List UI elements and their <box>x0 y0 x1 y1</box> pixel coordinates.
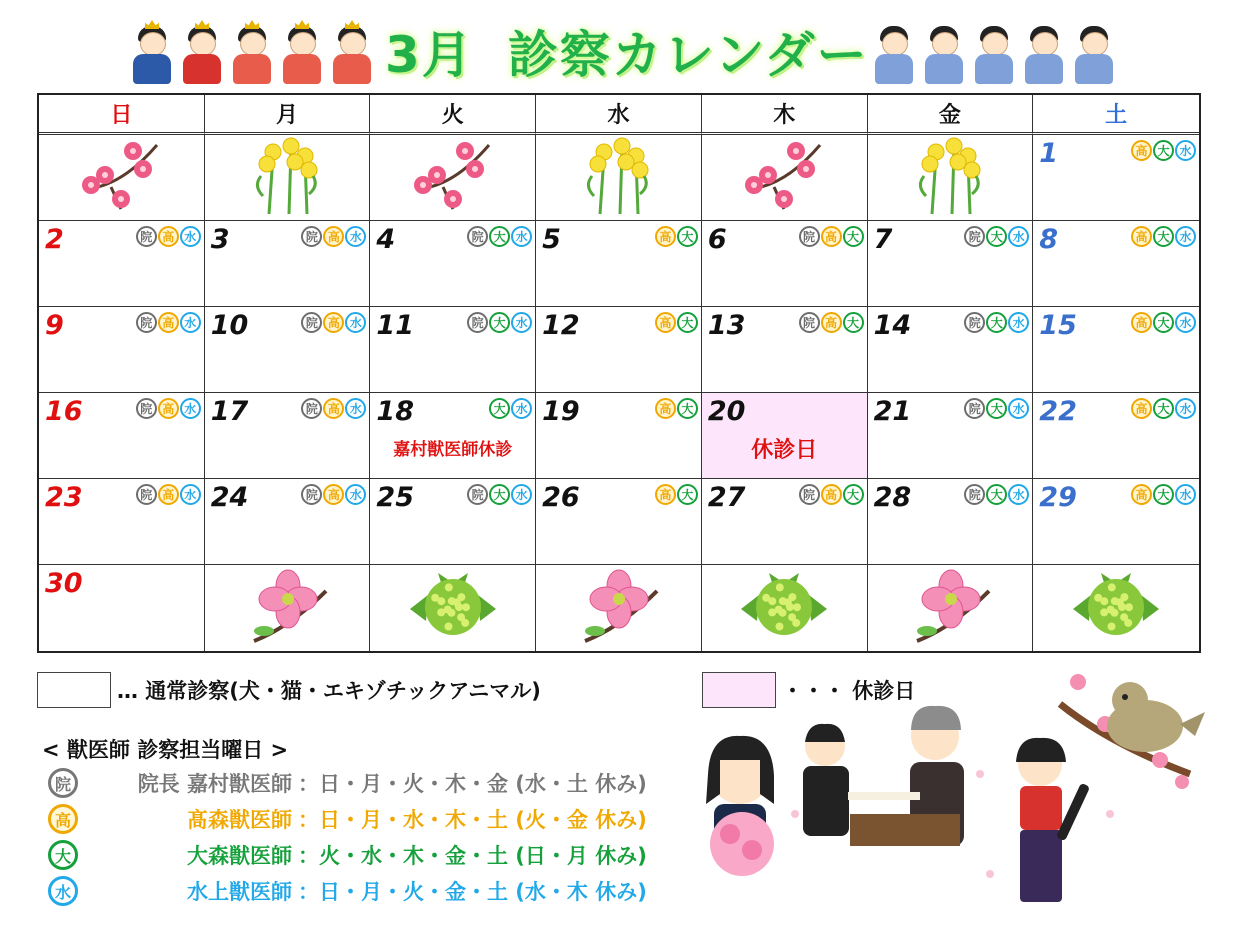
vet-mark-mi-icon: 水 <box>1175 312 1196 333</box>
day-cell <box>39 307 205 393</box>
day-cell <box>868 307 1034 393</box>
graduation-illustration <box>690 664 1210 914</box>
hydrangea-flower-icon <box>1071 569 1161 647</box>
vet-mark-mi-icon: 水 <box>1008 312 1029 333</box>
day-number: 12 <box>542 310 580 341</box>
vet-mark-oo-icon: 大 <box>843 312 864 333</box>
vet-mark-oo-icon: 大 <box>986 484 1007 505</box>
vet-marks <box>655 398 698 419</box>
vet-mark-mi-icon: 水 <box>345 398 366 419</box>
vet-mark-in-icon: 院 <box>48 768 78 798</box>
deco-cell <box>205 565 371 651</box>
vet-marks <box>301 226 366 247</box>
day-cell <box>702 479 868 565</box>
vet-mark-oo-icon: 大 <box>677 484 698 505</box>
vet-marks <box>964 226 1029 247</box>
day-number: 3 <box>210 224 230 255</box>
deco-cell <box>370 565 536 651</box>
day-cell <box>868 393 1034 479</box>
day-note: 嘉村獣医師休診 <box>393 440 513 460</box>
day-cell <box>868 221 1034 307</box>
legend-closed-text: ・・・ 休診日 <box>782 679 916 703</box>
vet-mark-mi-icon: 水 <box>1175 398 1196 419</box>
hina-doll-icon <box>922 20 966 86</box>
day-cell <box>205 307 371 393</box>
day-cell <box>39 565 205 651</box>
vet-mark-mi-icon: 水 <box>511 484 532 505</box>
vet-mark-oo-icon: 大 <box>1153 312 1174 333</box>
deco-cell <box>702 565 868 651</box>
vet-mark-ko-icon: 高 <box>655 398 676 419</box>
vet-mark-in-icon: 院 <box>799 226 820 247</box>
deco-cell <box>536 135 702 221</box>
vet-mark-ko-icon: 高 <box>323 398 344 419</box>
vet-mark-ko-icon: 高 <box>1131 484 1152 505</box>
vet-mark-oo-icon: 大 <box>986 398 1007 419</box>
vet-marks <box>655 312 698 333</box>
vet-mark-in-icon: 院 <box>136 398 157 419</box>
day-cell <box>205 221 371 307</box>
day-cell <box>370 307 536 393</box>
day-cell <box>1033 393 1199 479</box>
vet-marks <box>1131 140 1196 161</box>
vet-mark-ko-icon: 高 <box>821 484 842 505</box>
vet-mark-mi-icon: 水 <box>511 226 532 247</box>
day-number: 6 <box>707 224 727 255</box>
hina-doll-icon <box>230 20 274 86</box>
vet-mark-mi-icon: 水 <box>1008 484 1029 505</box>
day-number: 27 <box>707 482 746 513</box>
vet-name: 大森獣医師 <box>187 844 292 868</box>
vet-marks <box>964 398 1029 419</box>
vet-mark-mi-icon: 水 <box>345 312 366 333</box>
vet-mark-mi-icon: 水 <box>1175 226 1196 247</box>
vet-mark-in-icon: 院 <box>467 226 488 247</box>
rape-flower-icon <box>249 136 325 220</box>
day-cell <box>536 221 702 307</box>
day-number: 13 <box>707 310 746 341</box>
day-number: 26 <box>542 482 580 513</box>
hina-doll-icon <box>1072 20 1116 86</box>
page-title <box>385 20 869 90</box>
vet-mark-mi-icon: 水 <box>180 398 201 419</box>
vet-mark-mi-icon: 水 <box>345 484 366 505</box>
vet-mark-in-icon: 院 <box>964 484 985 505</box>
vet-mark-oo-icon: 大 <box>843 484 864 505</box>
legend-normal-text: … 通常診察(犬・猫・エキゾチックアニマル) <box>117 679 541 703</box>
vet-mark-ko-icon: 高 <box>1131 226 1152 247</box>
day-cell <box>536 393 702 479</box>
vet-mark-oo-icon: 大 <box>986 226 1007 247</box>
vet-mark-oo-icon: 大 <box>986 312 1007 333</box>
vet-mark-ko-icon: 高 <box>158 226 179 247</box>
vet-marks <box>136 226 201 247</box>
vet-mark-mi-icon: 水 <box>1008 226 1029 247</box>
day-number: 7 <box>873 224 893 255</box>
deco-cell <box>1033 565 1199 651</box>
vet-marks <box>301 484 366 505</box>
vet-marks <box>467 484 532 505</box>
hina-doll-icon <box>972 20 1016 86</box>
vet-mark-in-icon: 院 <box>467 484 488 505</box>
weekday-header: 日 <box>39 95 205 135</box>
day-cell <box>39 221 205 307</box>
day-cell <box>370 393 536 479</box>
vet-mark-in-icon: 院 <box>136 312 157 333</box>
vet-name: 院長 嘉村獣医師 <box>137 772 292 796</box>
vet-row <box>48 766 647 800</box>
day-cell <box>39 393 205 479</box>
vet-mark-in-icon: 院 <box>301 398 322 419</box>
day-number: 2 <box>45 224 64 255</box>
plum-flower-icon <box>413 139 493 217</box>
vet-mark-oo-icon: 大 <box>1153 398 1174 419</box>
vet-mark-ko-icon: 高 <box>323 484 344 505</box>
vet-marks <box>799 226 864 247</box>
hina-doll-icon <box>280 20 324 86</box>
hina-doll-icon <box>1022 20 1066 86</box>
vet-mark-mi-icon: 水 <box>180 484 201 505</box>
vet-marks <box>467 226 532 247</box>
calendar-grid <box>37 93 1201 653</box>
plum-flower-icon <box>744 139 824 217</box>
day-cell <box>702 307 868 393</box>
vet-marks <box>301 312 366 333</box>
vet-marks <box>655 226 698 247</box>
day-number: 10 <box>210 310 249 341</box>
vet-row <box>48 802 647 836</box>
weekday-header: 水 <box>536 95 702 135</box>
plum-flower-icon <box>81 139 161 217</box>
vet-mark-ko-icon: 高 <box>158 312 179 333</box>
vet-mark-ko-icon: 高 <box>1131 140 1152 161</box>
day-number: 1 <box>1039 138 1059 169</box>
vet-marks <box>655 484 698 505</box>
title-text: 診察カレンダー <box>507 26 869 84</box>
vet-mark-oo-icon: 大 <box>677 226 698 247</box>
vet-mark-ko-icon: 高 <box>655 312 676 333</box>
vet-days: ：火・水・木・金・土 (日・月 休み) <box>298 844 647 868</box>
vet-mark-oo-icon: 大 <box>489 312 510 333</box>
vet-mark-ko-icon: 高 <box>323 312 344 333</box>
vet-name: 水上獣医師 <box>187 880 292 904</box>
weekday-header: 木 <box>702 95 868 135</box>
vet-marks <box>1131 226 1196 247</box>
vet-marks <box>136 484 201 505</box>
vet-marks <box>799 484 864 505</box>
deco-cell <box>370 135 536 221</box>
vet-mark-oo-icon: 大 <box>48 840 78 870</box>
vet-mark-ko-icon: 高 <box>158 484 179 505</box>
day-number: 18 <box>376 396 414 427</box>
vet-name: 髙森獣医師 <box>187 808 292 832</box>
hydrangea-flower-icon <box>408 569 498 647</box>
vet-mark-ko-icon: 高 <box>1131 312 1152 333</box>
vet-mark-ko-icon: 高 <box>655 484 676 505</box>
day-cell <box>868 479 1034 565</box>
vet-mark-oo-icon: 大 <box>843 226 864 247</box>
vet-mark-ko-icon: 高 <box>48 804 78 834</box>
vet-mark-ko-icon: 高 <box>821 226 842 247</box>
vet-mark-mi-icon: 水 <box>345 226 366 247</box>
vet-mark-in-icon: 院 <box>964 226 985 247</box>
vet-row <box>48 874 647 908</box>
vet-marks <box>489 398 532 419</box>
vet-days: ：日・月・火・金・土 (水・木 休み) <box>298 880 647 904</box>
day-number: 30 <box>45 568 83 599</box>
vet-mark-ko-icon: 高 <box>821 312 842 333</box>
header <box>0 14 1238 94</box>
day-number: 14 <box>873 310 912 341</box>
vet-mark-in-icon: 院 <box>799 484 820 505</box>
weekday-header: 火 <box>370 95 536 135</box>
day-cell <box>39 479 205 565</box>
vet-mark-oo-icon: 大 <box>1153 226 1174 247</box>
day-number: 25 <box>376 482 414 513</box>
rape-flower-icon <box>912 136 988 220</box>
vet-mark-oo-icon: 大 <box>677 398 698 419</box>
day-cell <box>1033 479 1199 565</box>
day-cell <box>1033 221 1199 307</box>
day-note: 休診日 <box>751 438 818 463</box>
vet-marks <box>1131 484 1196 505</box>
day-number: 16 <box>45 396 83 427</box>
day-cell <box>536 479 702 565</box>
vet-mark-in-icon: 院 <box>799 312 820 333</box>
vet-mark-in-icon: 院 <box>136 226 157 247</box>
vet-marks <box>1131 398 1196 419</box>
vet-marks <box>136 312 201 333</box>
dogwood-flower-icon <box>244 569 330 647</box>
vet-mark-ko-icon: 高 <box>1131 398 1152 419</box>
vet-mark-mi-icon: 水 <box>180 312 201 333</box>
legend-normal <box>37 671 541 709</box>
vet-mark-in-icon: 院 <box>301 312 322 333</box>
day-number: 4 <box>376 224 396 255</box>
day-number: 22 <box>1039 396 1077 427</box>
vet-mark-in-icon: 院 <box>467 312 488 333</box>
vet-mark-mi-icon: 水 <box>511 312 532 333</box>
vets-heading: < 獣医師 診察担当曜日 > <box>42 738 289 762</box>
vet-mark-in-icon: 院 <box>301 226 322 247</box>
day-cell <box>370 479 536 565</box>
hina-doll-icon <box>130 20 174 86</box>
dogwood-flower-icon <box>907 569 993 647</box>
weekday-header: 土 <box>1033 95 1199 135</box>
deco-cell <box>868 565 1034 651</box>
day-cell <box>205 479 371 565</box>
day-number: 21 <box>873 396 912 427</box>
vet-mark-in-icon: 院 <box>301 484 322 505</box>
day-cell <box>370 221 536 307</box>
hina-dolls-right <box>872 20 1116 86</box>
weekday-header: 金 <box>868 95 1034 135</box>
vet-mark-mi-icon: 水 <box>48 876 78 906</box>
vet-row <box>48 838 647 872</box>
vet-mark-in-icon: 院 <box>136 484 157 505</box>
vet-mark-mi-icon: 水 <box>180 226 201 247</box>
vet-mark-ko-icon: 高 <box>158 398 179 419</box>
deco-cell <box>39 135 205 221</box>
rape-flower-icon <box>580 136 656 220</box>
vet-mark-mi-icon: 水 <box>1175 140 1196 161</box>
day-number: 8 <box>1039 224 1059 255</box>
vet-mark-oo-icon: 大 <box>1153 140 1174 161</box>
day-number: 17 <box>210 396 249 427</box>
day-cell <box>702 221 868 307</box>
hina-dolls-left <box>130 20 374 86</box>
day-number: 11 <box>376 310 414 341</box>
day-number: 24 <box>210 482 249 513</box>
vet-marks <box>136 398 201 419</box>
day-number: 15 <box>1039 310 1077 341</box>
vet-marks <box>799 312 864 333</box>
vet-mark-oo-icon: 大 <box>1153 484 1174 505</box>
day-cell <box>1033 307 1199 393</box>
day-cell <box>536 307 702 393</box>
weekday-header: 月 <box>205 95 371 135</box>
day-cell <box>205 393 371 479</box>
title-month: 3月 <box>385 26 474 84</box>
hydrangea-flower-icon <box>739 569 829 647</box>
vet-mark-ko-icon: 高 <box>323 226 344 247</box>
vet-mark-mi-icon: 水 <box>1008 398 1029 419</box>
day-number: 23 <box>45 482 83 513</box>
vet-mark-in-icon: 院 <box>964 398 985 419</box>
vet-marks <box>1131 312 1196 333</box>
vet-mark-in-icon: 院 <box>964 312 985 333</box>
vet-marks <box>964 484 1029 505</box>
vet-days: ：日・月・火・木・金 (水・土 休み) <box>298 772 647 796</box>
day-number: 9 <box>45 310 64 341</box>
vet-marks <box>964 312 1029 333</box>
day-cell <box>702 393 868 479</box>
deco-cell <box>868 135 1034 221</box>
day-number: 29 <box>1039 482 1077 513</box>
vet-marks <box>301 398 366 419</box>
day-cell <box>1033 135 1199 221</box>
vet-mark-oo-icon: 大 <box>677 312 698 333</box>
hina-doll-icon <box>180 20 224 86</box>
vet-mark-oo-icon: 大 <box>489 484 510 505</box>
vet-days: ：日・月・水・木・土 (火・金 休み) <box>298 808 647 832</box>
day-number: 19 <box>542 396 580 427</box>
dogwood-flower-icon <box>575 569 661 647</box>
vet-marks <box>467 312 532 333</box>
day-number: 20 <box>707 396 746 427</box>
vet-mark-oo-icon: 大 <box>489 398 510 419</box>
vet-mark-oo-icon: 大 <box>489 226 510 247</box>
hina-doll-icon <box>872 20 916 86</box>
day-number: 5 <box>542 224 561 255</box>
day-number: 28 <box>873 482 912 513</box>
vet-mark-mi-icon: 水 <box>511 398 532 419</box>
deco-cell <box>536 565 702 651</box>
deco-cell <box>205 135 371 221</box>
deco-cell <box>702 135 868 221</box>
hina-doll-icon <box>330 20 374 86</box>
vet-mark-mi-icon: 水 <box>1175 484 1196 505</box>
legend-normal-swatch <box>37 672 111 708</box>
vet-mark-ko-icon: 高 <box>655 226 676 247</box>
